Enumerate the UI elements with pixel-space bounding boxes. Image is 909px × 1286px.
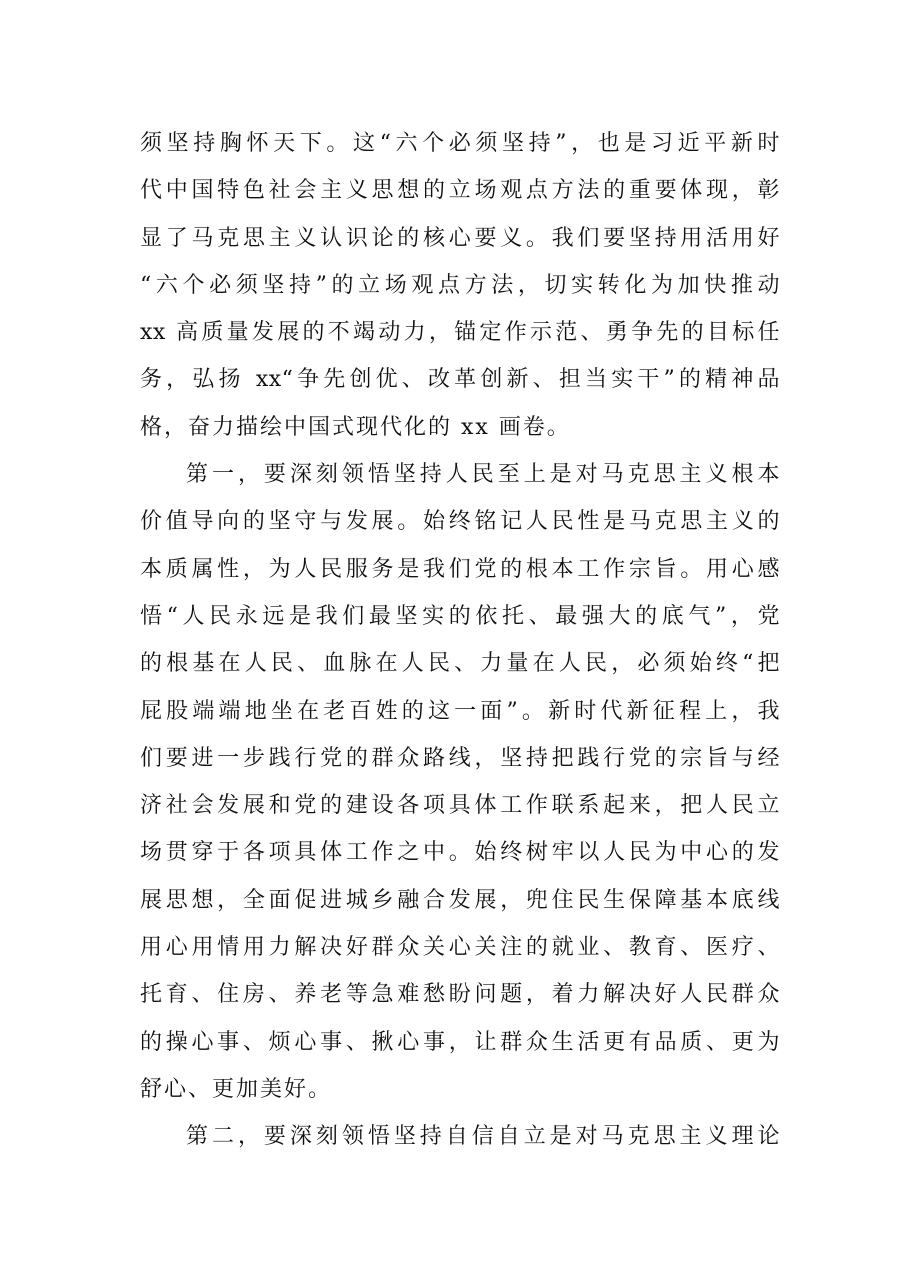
text-line: 本质属性，为人民服务是我们党的根本工作宗旨。用心感: [140, 556, 780, 582]
text-line: 济社会发展和党的建设各项具体工作联系起来，把人民立: [140, 793, 780, 819]
text-line: 格，奋力描绘中国式现代化的 xx 画卷。: [140, 414, 571, 440]
text-line: 托育、住房、养老等急难愁盼问题，着力解决好人民群众: [140, 982, 780, 1008]
text-line: 显了马克思主义认识论的核心要义。我们要坚持用活用好: [140, 225, 780, 251]
text-line: 展思想，全面促进城乡融合发展，兜住民生保障基本底线: [140, 887, 780, 913]
paragraph-first-line: 第二，要深刻领悟坚持自信自立是对马克思主义理论: [186, 1124, 780, 1150]
text-line: 务，弘扬 xx“争先创优、改革创新、担当实干”的精神品: [140, 367, 780, 393]
text-line: 须坚持胸怀天下。这“六个必须坚持”，也是习近平新时: [140, 131, 780, 156]
text-line: 用心用情用力解决好群众关心关注的就业、教育、医疗、: [140, 935, 780, 961]
text-line: 的根基在人民、血脉在人民、力量在人民，必须始终“把: [140, 651, 780, 677]
text-line: 价值导向的坚守与发展。始终铭记人民性是马克思主义的: [140, 509, 780, 535]
text-line: “六个必须坚持”的立场观点方法，切实转化为加快推动: [140, 272, 780, 298]
text-line: 舒心、更加美好。: [140, 1076, 333, 1102]
text-line: 们要进一步践行党的群众路线，坚持把践行党的宗旨与经: [140, 745, 780, 771]
text-line: 代中国特色社会主义思想的立场观点方法的重要体现，彰: [140, 178, 780, 204]
paragraph-first-line: 第一，要深刻领悟坚持人民至上是对马克思主义根本: [186, 462, 780, 488]
text-line: 的操心事、烦心事、揪心事，让群众生活更有品质、更为: [140, 1029, 780, 1055]
body-text: [140, 120, 780, 1161]
text-line: 场贯穿于各项具体工作之中。始终树牢以人民为中心的发: [140, 840, 780, 866]
text-line: xx 高质量发展的不竭动力，锚定作示范、勇争先的目标任: [140, 320, 780, 346]
text-line: 悟“人民永远是我们最坚实的依托、最强大的底气”，党: [140, 603, 780, 629]
text-line: 屁股端端地坐在老百姓的这一面”。新时代新征程上，我: [140, 698, 780, 724]
